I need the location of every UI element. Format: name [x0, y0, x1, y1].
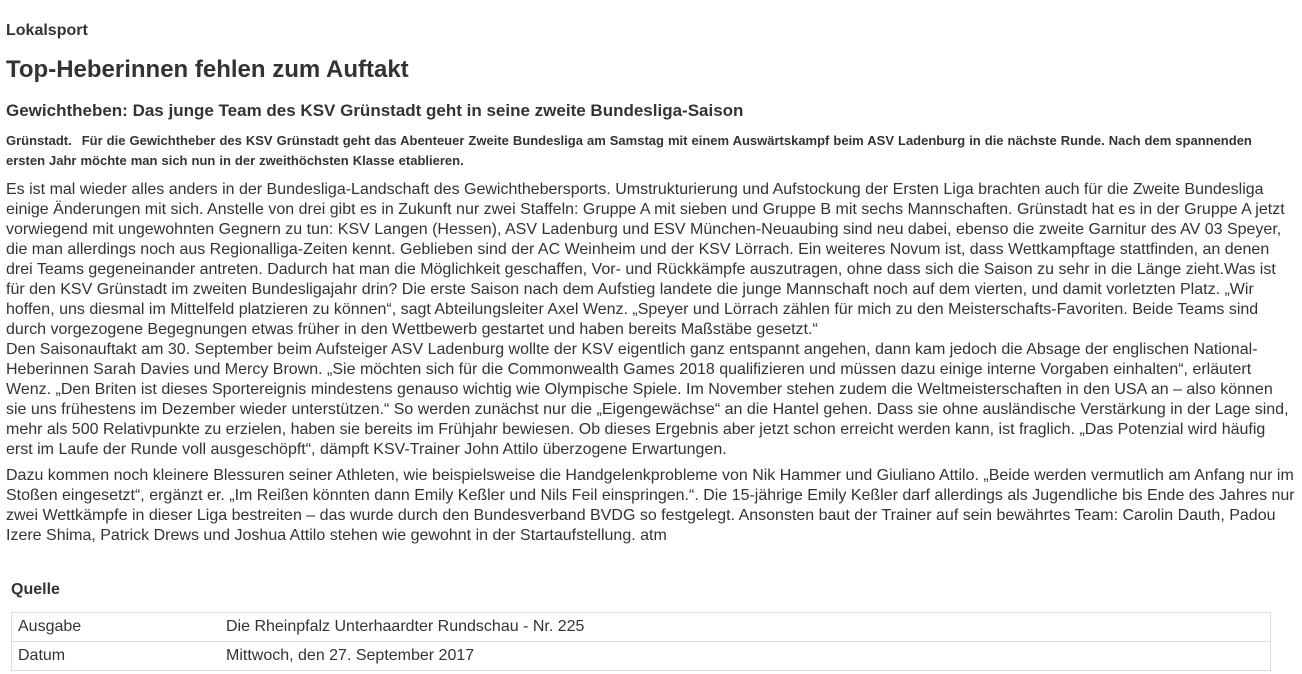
source-title: Quelle — [11, 581, 60, 598]
article-lead-text: Für die Gewichtheber des KSV Grünstadt geht das Abenteuer Zweite Bundesliga am Samstag mit einem Auswärtskampf beim ASV Ladenburg in die nächste Runde. Nach dem spannenden ersten Jahr möchte man sich nun in der zweithöchsten Klasse etablieren. — [6, 133, 1252, 168]
source-section — [11, 580, 1271, 671]
source-table — [11, 612, 1271, 671]
source-value-edition: Die Rheinpfalz Unterhaardter Rundschau - Nr. 225 — [220, 613, 1271, 642]
source-key-date: Datum — [12, 642, 221, 671]
article-body — [6, 180, 1296, 546]
table-row — [12, 642, 1271, 671]
article-rubric: Lokalsport — [6, 22, 88, 39]
article-paragraph-2: Den Saisonauftakt am 30. September beim Aufsteiger ASV Ladenburg wollte der KSV eigentlich ganz entspannt angehen, dann kam jedoch die Absage der englischen National-Heberinnen Sarah Davies und Mercy Brown. „Sie möchten sich für die Commonwealth Games 2018 qualifizieren und müssen dazu einige interne Vorgaben einhalten“, erläutert Wenz. „Den Briten ist dieses Sportereignis mindestens genauso wichtig wie Olympische Spiele. Im November stehen zudem die Weltmeisterschaften in den USA an – also können sie uns frühestens im Dezember wieder unterstützen.“ So werden zunächst nur die „Eigengewächse“ an die Hantel gehen. Dass sie ohne ausländische Verstärkung in der Lage sind, mehr als 500 Relativpunkte zu erzielen, haben sie bereits im Frühjahr bewiesen. Ob dieses Ergebnis aber jetzt schon erreicht werden kann, ist fraglich. „Das Potenzial wird häufig erst im Laufe der Runde voll ausgeschöpft“, dämpft KSV-Trainer John Attilo überzogene Erwartungen. — [6, 341, 1289, 458]
article-lead-place: Grünstadt. — [6, 133, 72, 148]
source-value-date: Mittwoch, den 27. September 2017 — [220, 642, 1271, 671]
article-paragraph-3: Dazu kommen noch kleinere Blessuren seiner Athleten, wie beispielsweise die Handgelenkprobleme von Nik Hammer und Giuliano Attilo. „Beide werden vermutlich am Anfang nur im Stoßen eingesetzt“, ergänzt er. „Im Reißen könnten dann Emily Keßler und Nils Feil einspringen.“. Die 15-jährige Emily Keßler darf allerdings als Jugendliche bis Ende des Jahres nur zwei Wettkämpfe in dieser Liga bestreiten – das wurde durch den Bundesverband BVDG so festgelegt. Ansonsten baut der Trainer auf sein bewährtes Team: Carolin Dauth, Padou Izere Shima, Patrick Drews und Joshua Attilo stehen wie gewohnt in der Startaufstellung. atm — [6, 467, 1295, 544]
article-paragraph-1: Es ist mal wieder alles anders in der Bundesliga-Landschaft des Gewichthebersports. Umstrukturierung und Aufstockung der Ersten Liga brachten auch für die Zweite Bundesliga einige Änderungen mit sich. Anstelle von drei gibt es in Zukunft nur zwei Staffeln: Gruppe A mit sieben und Gruppe B mit sechs Mannschaften. Grünstadt hat es in der Gruppe A jetzt vorwiegend mit ungewohnten Gegnern zu tun: KSV Langen (Hessen), ASV Ladenburg und ESV München-Neuaubing sind neu dabei, ebenso die zweite Garnitur des AV 03 Speyer, die man allerdings noch aus Regionalliga-Zeiten kennt. Geblieben sind der AC Weinheim und der KSV Lörrach. Ein weiteres Novum ist, dass Wettkampftage stattfinden, an denen drei Teams gegeneinander antreten. Dadurch hat man die Möglichkeit geschaffen, Vor- und Rückkämpfe auszutragen, ohne dass sich die Saison zu sehr in die Länge zieht.Was ist für den KSV Grünstadt im zweiten Bundesligajahr drin? Die erste Saison nach dem Aufstieg landete die junge Mannschaft noch auf dem vierten, und damit vorletzten Platz. „Wir hoffen, uns diesmal im Mittelfeld platzieren zu können“, sagt Abteilungsleiter Axel Wenz. „Speyer und Lörrach zählen für mich zu den Meisterschafts-Favoriten. Beide Teams sind durch vorgezogene Begegnungen etwas früher in den Wettbewerb gestartet und haben bereits Maßstäbe gesetzt.“ — [6, 181, 1285, 338]
article-lead — [6, 131, 1294, 171]
table-row — [12, 613, 1271, 642]
source-key-edition: Ausgabe — [12, 613, 221, 642]
article-headline: Top-Heberinnen fehlen zum Auftakt — [6, 56, 409, 83]
article-subheadline: Gewichtheben: Das junge Team des KSV Grünstadt geht in seine zweite Bundesliga-Saison — [6, 101, 744, 120]
